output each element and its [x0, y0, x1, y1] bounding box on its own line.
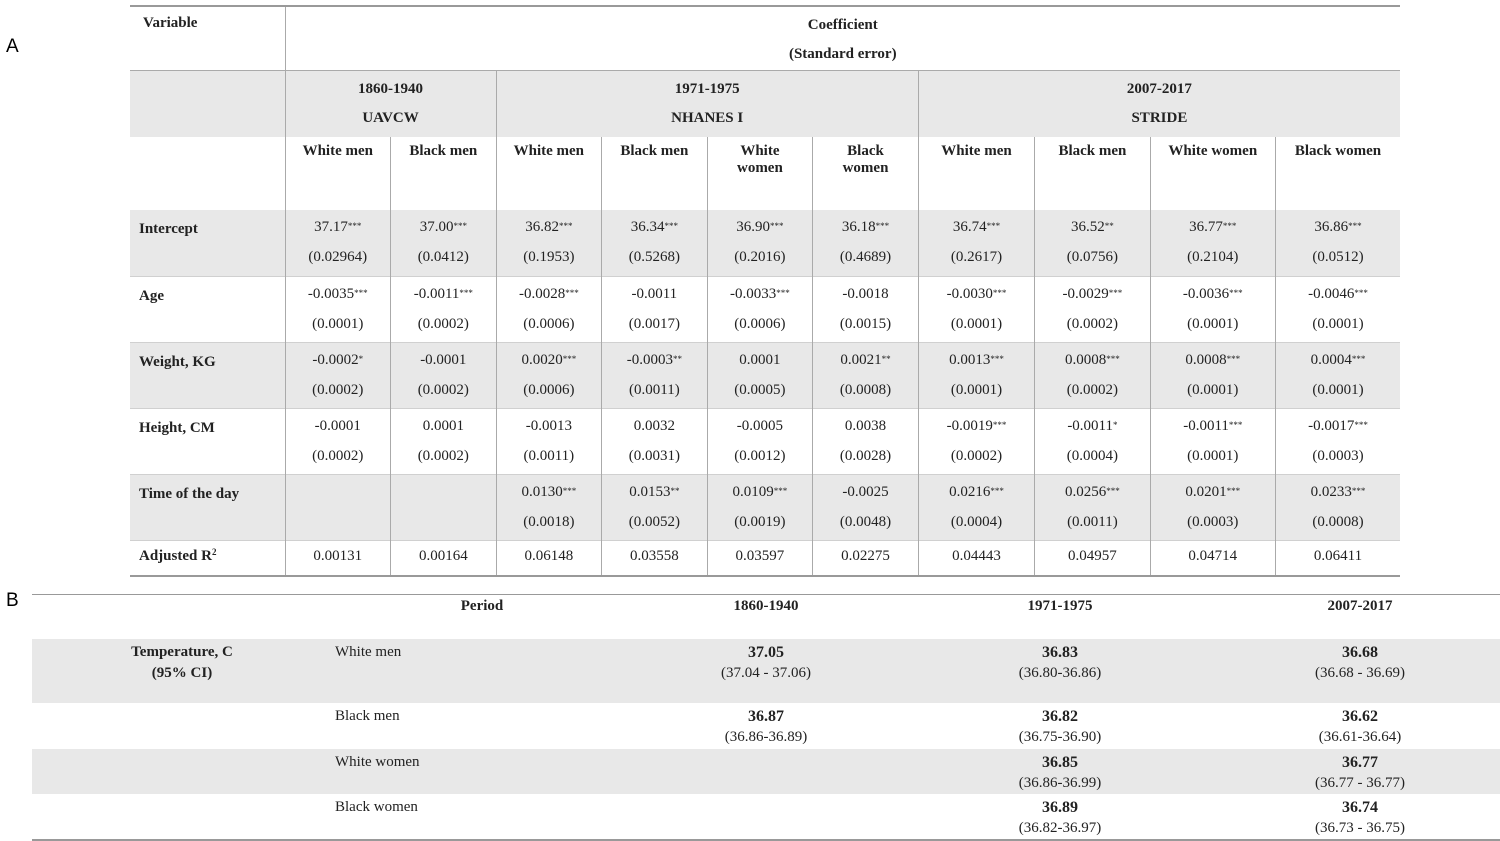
- coefficient-value: -0.0011: [631, 285, 678, 302]
- row-label: Age: [130, 276, 285, 342]
- significance-stars: **: [670, 485, 680, 496]
- significance-stars: ***: [1229, 287, 1243, 298]
- significance-stars: ***: [770, 221, 784, 231]
- standard-error: (0.0006): [523, 315, 575, 332]
- confidence-interval: (36.77 - 36.77): [1315, 774, 1405, 791]
- coefficient-cell: [918, 210, 1034, 276]
- table-row: [130, 276, 1400, 342]
- confidence-interval: (36.61-36.64): [1318, 728, 1402, 745]
- coefficient-value: -0.0046: [1308, 285, 1355, 302]
- standard-error: (0.0011): [523, 447, 575, 464]
- coefficient-value: 36.82: [525, 219, 559, 235]
- standard-error: (0.0002): [1066, 381, 1119, 398]
- period-1860-header: 1860-1940: [733, 598, 799, 614]
- column-header: Black men: [391, 137, 497, 210]
- significance-stars: ***: [875, 221, 890, 231]
- r2-value: 0.02275: [813, 540, 919, 576]
- standard-error: (0.0012): [734, 447, 786, 464]
- standard-error: (0.0011): [629, 381, 680, 398]
- coefficient-value: 0.0008: [1185, 351, 1227, 368]
- coefficient-value: -0.0002: [312, 351, 359, 368]
- significance-stars: ***: [986, 221, 1001, 231]
- standard-error: (0.0028): [839, 447, 892, 464]
- significance-stars: ***: [453, 221, 467, 231]
- temperature-estimate: 36.62: [1342, 707, 1378, 725]
- coefficient-value: -0.0028: [518, 285, 566, 302]
- standard-error: (0.5268): [628, 249, 680, 265]
- temperature-cell: [1220, 639, 1500, 703]
- standard-error: (0.0002): [417, 447, 469, 464]
- coefficient-cell: [707, 210, 813, 276]
- standard-error: (0.0048): [839, 513, 892, 530]
- standard-error: (0.0008): [1312, 513, 1364, 530]
- standard-error: (0.0001): [1312, 381, 1364, 398]
- coefficient-value: 37.00: [419, 219, 454, 235]
- row-label: Weight, KG: [130, 342, 285, 408]
- coefficient-cell: [285, 408, 391, 474]
- r2-value: 0.06411: [1276, 540, 1401, 576]
- coefficient-cell: [602, 408, 708, 474]
- significance-stars: ***: [990, 353, 1004, 364]
- coefficient-cell: [918, 342, 1034, 408]
- significance-stars: ***: [354, 287, 368, 298]
- coefficient-value: -0.0029: [1062, 285, 1109, 302]
- coefficient-value: -0.0011: [413, 285, 460, 302]
- temperature-cell: [632, 703, 900, 749]
- group-header-2007: 2007-2017 STRIDE: [918, 70, 1400, 137]
- temperature-cell: [1220, 749, 1500, 794]
- temperature-row: [32, 794, 1500, 840]
- coefficient-value: 0.0008: [1065, 351, 1107, 368]
- coefficient-value: 0.0032: [633, 417, 675, 434]
- measure-label: [32, 703, 332, 749]
- r2-value: 0.06148: [496, 540, 602, 576]
- coefficient-value: 0.0256: [1065, 483, 1107, 500]
- coefficient-value: 0.0130: [521, 483, 563, 500]
- table-row: [130, 210, 1400, 276]
- adjusted-r2-row: [130, 540, 1400, 576]
- coefficient-value: -0.0036: [1182, 285, 1230, 302]
- coefficient-value: 0.0004: [1310, 351, 1352, 368]
- coefficient-value: -0.0013: [525, 417, 572, 434]
- coefficient-value: 36.52: [1071, 219, 1105, 235]
- coefficient-value: -0.0001: [420, 351, 467, 368]
- temperature-estimate: 36.85: [1042, 753, 1078, 771]
- standard-error: (0.0002): [312, 381, 364, 398]
- group-header-1860: 1860-1940 UAVCW: [285, 70, 496, 137]
- panel-label-a: A: [6, 36, 19, 57]
- standard-error: (0.0412): [417, 249, 469, 265]
- significance-stars: ***: [664, 221, 678, 231]
- r2-value: 0.03597: [707, 540, 813, 576]
- row-label: Time of the day: [130, 474, 285, 540]
- temperature-estimate: 36.74: [1342, 798, 1378, 816]
- column-header: White women: [707, 137, 813, 210]
- coefficient-cell: [813, 210, 919, 276]
- significance-stars: ***: [1348, 221, 1362, 231]
- coefficient-value: 36.90: [736, 219, 771, 235]
- significance-stars: ***: [1354, 287, 1368, 298]
- standard-error: (0.0006): [523, 381, 575, 398]
- coefficient-cell: [496, 342, 602, 408]
- coefficient-cell: [1276, 210, 1401, 276]
- standard-error: (0.0001): [1187, 381, 1239, 398]
- confidence-interval: (36.73 - 36.75): [1315, 819, 1405, 836]
- coefficient-cell: [496, 408, 602, 474]
- temperature-cell: [632, 794, 900, 840]
- coefficient-cell: [813, 474, 919, 540]
- confidence-interval: (36.86-36.99): [1018, 774, 1102, 791]
- coefficient-value: 36.34: [630, 219, 665, 235]
- significance-stars: ***: [1354, 419, 1368, 430]
- standard-error: (0.4689): [839, 249, 892, 265]
- coefficient-cell: [602, 276, 708, 342]
- standard-error: (0.0004): [1066, 447, 1119, 464]
- coefficient-value: 0.0001: [739, 351, 781, 368]
- coefficient-cell: [1150, 342, 1275, 408]
- significance-stars: *: [358, 353, 364, 364]
- coefficient-cell: [391, 276, 497, 342]
- coefficient-value: 36.74: [952, 219, 987, 235]
- standard-error: (0.0002): [417, 381, 469, 398]
- significance-stars: ***: [1106, 353, 1120, 364]
- coefficient-cell: [918, 408, 1034, 474]
- coefficient-cell: [285, 474, 391, 540]
- coefficient-value: -0.0001: [314, 417, 361, 434]
- measure-label: Temperature, C (95% CI): [32, 639, 332, 703]
- standard-error: (0.0008): [839, 381, 892, 398]
- measure-label: [32, 749, 332, 794]
- period-header: Period: [460, 598, 504, 614]
- r2-value: 0.00131: [285, 540, 391, 576]
- group-label: White women: [332, 749, 632, 794]
- standard-error: (0.0001): [1312, 315, 1364, 332]
- coefficient-cell: [285, 342, 391, 408]
- coefficient-value: 0.0001: [422, 417, 464, 434]
- temperature-table: [32, 594, 1500, 841]
- table-row: [130, 408, 1400, 474]
- temperature-cell: [900, 749, 1220, 794]
- coefficient-value: 0.0216: [949, 483, 991, 500]
- coefficient-cell: [707, 408, 813, 474]
- measure-label: [32, 794, 332, 840]
- coefficient-cell: [707, 276, 813, 342]
- group-label: Black men: [335, 707, 400, 724]
- coefficient-cell: [1276, 276, 1401, 342]
- column-header: White women: [1150, 137, 1275, 210]
- coefficient-value: -0.0025: [842, 483, 889, 500]
- coefficient-cell: [918, 276, 1034, 342]
- temperature-cell: [900, 639, 1220, 703]
- confidence-interval: (36.82-36.97): [1018, 819, 1102, 836]
- confidence-interval: (36.86-36.89): [724, 728, 808, 745]
- coefficient-cell: [602, 474, 708, 540]
- standard-error: (0.0002): [417, 315, 469, 332]
- coefficient-cell: [496, 474, 602, 540]
- coefficient-value: 36.86: [1314, 219, 1349, 235]
- coefficient-cell: [391, 408, 497, 474]
- r2-value: 0.00164: [391, 540, 497, 576]
- group-label: White men: [332, 639, 632, 703]
- regression-table: [130, 5, 1400, 577]
- group-label: Black women: [335, 798, 418, 815]
- significance-stars: **: [881, 353, 891, 364]
- temperature-cell: [1220, 794, 1500, 840]
- coefficient-value: -0.0005: [736, 417, 784, 434]
- column-header-row: [130, 137, 1400, 210]
- significance-stars: ***: [558, 221, 573, 231]
- standard-error: (0.0004): [950, 513, 1003, 530]
- row-label-adjusted-r2: Adjusted $R^2$: [130, 540, 285, 576]
- column-header: White men: [918, 137, 1034, 210]
- coefficient-value: -0.0003: [626, 351, 673, 368]
- significance-stars: ***: [776, 287, 790, 298]
- temperature-estimate: 36.83: [1042, 643, 1078, 661]
- standard-error: (0.0002): [312, 447, 364, 464]
- coefficient-cell: [1150, 474, 1275, 540]
- temperature-estimate: 36.68: [1342, 643, 1378, 661]
- coefficient-cell: [285, 276, 391, 342]
- coefficient-value: 0.0109: [732, 483, 774, 500]
- temperature-estimate: 36.82: [1042, 707, 1078, 725]
- standard-error: (0.02964): [308, 249, 368, 265]
- standard-error: (0.0001): [1187, 315, 1239, 332]
- significance-stars: ***: [1106, 485, 1120, 496]
- standard-error: (0.2016): [734, 249, 786, 265]
- coefficient-cell: [391, 342, 497, 408]
- panel-label-b: B: [6, 590, 19, 611]
- standard-error: (0.0005): [734, 381, 786, 398]
- coefficient-value: 37.17: [314, 219, 348, 235]
- standard-error: (0.0017): [628, 315, 680, 332]
- table-row: [130, 342, 1400, 408]
- temperature-cell: [1220, 703, 1500, 749]
- standard-error: (0.0002): [1066, 315, 1119, 332]
- confidence-interval: (36.75-36.90): [1018, 728, 1102, 745]
- coefficient-cell: [1150, 210, 1275, 276]
- coefficient-value: 36.77: [1189, 219, 1223, 235]
- significance-stars: ***: [992, 287, 1007, 298]
- coefficient-cell: [918, 474, 1034, 540]
- coefficient-cell: [602, 210, 708, 276]
- column-header: Black men: [1035, 137, 1150, 210]
- standard-error: (0.0011): [1067, 513, 1118, 530]
- standard-error: (0.0003): [1187, 513, 1239, 530]
- r2-value: 0.04714: [1150, 540, 1275, 576]
- coefficient-cell: [1276, 342, 1401, 408]
- temperature-cell: [900, 703, 1220, 749]
- row-label: Intercept: [130, 210, 285, 276]
- significance-stars: ***: [990, 485, 1004, 496]
- significance-stars: ***: [1222, 221, 1237, 231]
- significance-stars: ***: [1108, 287, 1123, 298]
- coefficient-value: -0.0017: [1308, 417, 1355, 434]
- coefficient-cell: [285, 210, 391, 276]
- temperature-row: [32, 703, 1500, 749]
- column-header: White men: [285, 137, 391, 210]
- coefficient-cell: [707, 474, 813, 540]
- coefficient-cell: [1276, 474, 1401, 540]
- coefficient-value: -0.0011: [1067, 417, 1114, 434]
- coefficient-cell: [602, 342, 708, 408]
- coefficient-value: -0.0030: [946, 285, 993, 302]
- significance-stars: ***: [459, 287, 473, 298]
- significance-stars: ***: [1226, 353, 1241, 364]
- coefficient-cell: [1276, 408, 1401, 474]
- coefficient-cell: [496, 276, 602, 342]
- standard-error: (0.0018): [523, 513, 575, 530]
- coefficient-value: -0.0011: [1183, 417, 1229, 434]
- standard-error: (0.1953): [523, 249, 575, 265]
- row-label: Height, CM: [130, 408, 285, 474]
- coefficient-cell: [1150, 276, 1275, 342]
- standard-error: (0.0002): [950, 447, 1003, 464]
- standard-error: (0.0001): [950, 381, 1003, 398]
- coefficient-cell: [496, 210, 602, 276]
- column-header: Black women: [1276, 137, 1401, 210]
- significance-stars: ***: [347, 221, 362, 231]
- standard-error: (0.2617): [950, 249, 1003, 265]
- standard-error: (0.0756): [1066, 249, 1119, 265]
- r2-value: 0.04957: [1035, 540, 1150, 576]
- coefficient-value: 0.0021: [840, 351, 882, 368]
- coefficient-cell: [707, 342, 813, 408]
- standard-error: (0.0003): [1312, 447, 1364, 464]
- significance-stars: ***: [773, 485, 788, 496]
- coefficient-cell: [1150, 408, 1275, 474]
- coefficient-value: 0.0233: [1310, 483, 1352, 500]
- significance-stars: ***: [1351, 353, 1366, 364]
- confidence-interval: (37.04 - 37.06): [721, 664, 811, 681]
- coefficient-cell: [1035, 342, 1150, 408]
- coefficient-value: -0.0033: [730, 285, 777, 302]
- standard-error: (0.2104): [1187, 249, 1239, 265]
- standard-error: (0.0001): [312, 315, 364, 332]
- column-header: Black women: [813, 137, 919, 210]
- coefficient-cell: [391, 210, 497, 276]
- coefficient-cell: [813, 342, 919, 408]
- coefficient-value: 36.18: [841, 219, 876, 235]
- temperature-row: [32, 639, 1500, 703]
- coefficient-cell: [813, 408, 919, 474]
- significance-stars: ***: [562, 353, 577, 364]
- significance-stars: ***: [565, 287, 579, 298]
- coefficient-cell: [1035, 276, 1150, 342]
- temperature-cell: [900, 794, 1220, 840]
- significance-stars: ***: [1351, 485, 1366, 496]
- temperature-estimate: 36.89: [1042, 798, 1078, 816]
- temperature-row: [32, 749, 1500, 794]
- period-1971-header: 1971-1975: [1027, 598, 1093, 614]
- group-header-1971: 1971-1975 NHANES I: [496, 70, 918, 137]
- confidence-interval: (36.80-36.86): [1018, 664, 1102, 681]
- column-header: Black men: [602, 137, 708, 210]
- significance-stars: ***: [992, 419, 1007, 430]
- significance-stars: **: [1104, 221, 1114, 231]
- coefficient-value: 0.0020: [521, 351, 563, 368]
- r2-value: 0.03558: [602, 540, 708, 576]
- significance-stars: ***: [562, 485, 577, 496]
- significance-stars: **: [672, 353, 682, 364]
- coefficient-cell: [1035, 210, 1150, 276]
- significance-stars: ***: [1226, 485, 1241, 496]
- standard-error: (0.0001): [950, 315, 1003, 332]
- temperature-cell: [632, 749, 900, 794]
- variable-header: Variable: [143, 15, 198, 31]
- coefficient-cell: [1035, 408, 1150, 474]
- table-row: [130, 474, 1400, 540]
- r2-value: 0.04443: [918, 540, 1034, 576]
- standard-error: (0.0015): [839, 315, 892, 332]
- coefficient-value: -0.0018: [842, 285, 889, 302]
- coefficient-header: Coefficient (Standard error): [285, 6, 1400, 70]
- coefficient-value: 0.0201: [1185, 483, 1227, 500]
- coefficient-cell: [391, 474, 497, 540]
- standard-error: (0.0031): [628, 447, 680, 464]
- coefficient-value: 0.0038: [844, 417, 887, 434]
- significance-stars: ***: [1228, 419, 1243, 430]
- standard-error: (0.0001): [1187, 447, 1239, 464]
- coefficient-value: 0.0013: [949, 351, 991, 368]
- temperature-estimate: 37.05: [748, 643, 784, 661]
- confidence-interval: (36.68 - 36.69): [1315, 664, 1405, 681]
- temperature-cell: [632, 639, 900, 703]
- standard-error: (0.0052): [628, 513, 680, 530]
- temperature-estimate: 36.87: [748, 707, 784, 725]
- standard-error: (0.0512): [1312, 249, 1364, 265]
- standard-error: (0.0019): [734, 513, 786, 530]
- coefficient-value: -0.0019: [946, 417, 993, 434]
- standard-error: (0.0006): [734, 315, 786, 332]
- coefficient-cell: [1035, 474, 1150, 540]
- coefficient-cell: [813, 276, 919, 342]
- period-2007-header: 2007-2017: [1327, 598, 1393, 614]
- temperature-estimate: 36.77: [1342, 753, 1378, 771]
- coefficient-value: -0.0035: [307, 285, 355, 302]
- significance-stars: *: [1113, 419, 1118, 430]
- column-header: White men: [496, 137, 602, 210]
- coefficient-value: 0.0153: [629, 483, 671, 500]
